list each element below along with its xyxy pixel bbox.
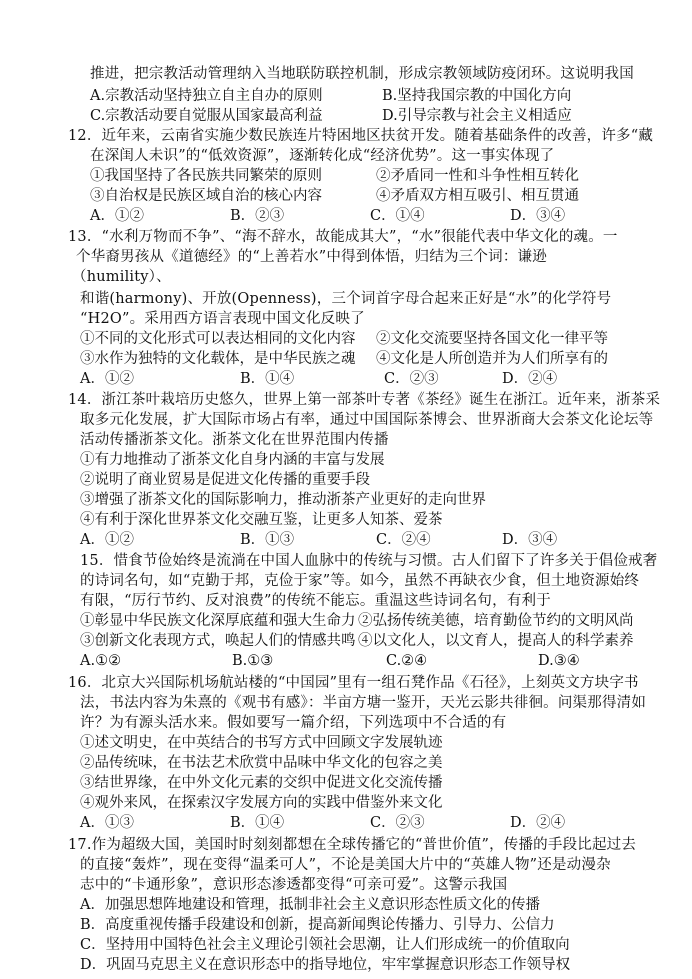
q13-statement-1: ①不同的文化形式可以表达相同的文化内容 bbox=[80, 331, 356, 347]
q11-option-a: A.宗教活动坚持独立自主自办的原则 bbox=[90, 88, 323, 104]
q13-statement-4: ④文化是人所创造并为人们所享有的 bbox=[376, 351, 608, 367]
q15-statement-4: ④以文化人，以文育人，提高人的科学素养 bbox=[358, 633, 634, 649]
q14-option-d: D．③④ bbox=[502, 532, 558, 548]
q14-statement-3: ③增强了浙茶文化的国际影响力，推动浙茶产业更好的走向世界 bbox=[80, 492, 486, 508]
q17-stem-line-3: 志中的“卡通形象”，意识形态渗透都变得“可亲可爱”。这警示我国 bbox=[80, 877, 508, 893]
q17-option-c: C．坚持用中国特色社会主义理论引领社会思潮，让人们形成统一的价值取向 bbox=[80, 937, 570, 953]
q13-stem-line-1: 13．“水利万物而不争”、“海不辞水，故能成其大”，“水”很能代表中华文化的魂。一 bbox=[68, 229, 618, 245]
q13-stem-line-2: 个华裔男孩从《道德经》的“上善若水”中得到体悟，归结为三个词：谦逊 bbox=[76, 249, 547, 265]
q12-stem-line-2: 在深闺人未识”的“低效资源”，逐渐转化成“经济优势”。这一事实体现了 bbox=[90, 148, 555, 164]
q14-option-a: A．①② bbox=[80, 532, 134, 548]
q11-stem-line: 推进，把宗教活动管理纳入当地联防联控机制，形成宗教领域防疫闭环。这说明我国 bbox=[90, 66, 634, 82]
q12-option-c: C．①④ bbox=[370, 208, 425, 224]
q14-option-b: B．①③ bbox=[240, 532, 295, 548]
q14-stem-line-2: 取多元化发展，扩大国际市场占有率，通过中国国际茶博会、世界浙商大会茶文化论坛等 bbox=[80, 412, 654, 428]
q15-option-d: D.③④ bbox=[538, 653, 580, 669]
q14-stem-line-3: 活动传播浙茶文化。浙茶文化在世界范围内传播 bbox=[80, 432, 389, 448]
q15-statement-3: ③创新文化表现方式，唤起人们的情感共鸣 bbox=[80, 633, 356, 649]
q15-option-b: B.①③ bbox=[232, 653, 274, 669]
q13-stem-line-4: 和谐(harmony)、开放(Openness)，三个词首字母合起来正好是“水”的化学符号 bbox=[80, 291, 612, 307]
q16-stem-line-3: 许？为有源头活水来。假如要写一篇介绍，下列选项中不合适的有 bbox=[80, 715, 507, 731]
q12-option-d: D．③④ bbox=[510, 208, 566, 224]
q12-statement-2: ②矛盾同一性和斗争性相互转化 bbox=[376, 168, 579, 184]
q16-option-b: B．①④ bbox=[230, 815, 285, 831]
q14-option-c: C．②④ bbox=[376, 532, 431, 548]
q12-statement-4: ④矛盾双方相互吸引、相互贯通 bbox=[376, 188, 579, 204]
q16-statement-2: ②品传统味，在书法艺术欣赏中品味中华文化的包容之美 bbox=[80, 755, 443, 771]
q12-option-a: A．①② bbox=[90, 208, 144, 224]
q15-stem-line-1: 15．惜食节俭始终是流淌在中国人血脉中的传统与习惯。古人们留下了许多关于倡俭戒奢 bbox=[80, 553, 658, 569]
q17-option-a: A．加强思想阵地建设和管理，抵制非社会主义意识形态性质文化的传播 bbox=[80, 897, 540, 913]
q16-stem-line-2: 法，书法内容为朱熹的《观书有感》：半亩方塘一鉴开，天光云影共徘徊。问渠那得清如 bbox=[80, 695, 647, 711]
q13-option-a: A．①② bbox=[80, 371, 134, 387]
q11-option-d: D.引导宗教与社会主义相适应 bbox=[382, 108, 572, 124]
q12-statement-3: ③自治权是民族区域自治的核心内容 bbox=[90, 188, 322, 204]
q11-option-c: C.宗教活动要自觉服从国家最高利益 bbox=[90, 108, 323, 124]
q16-option-a: A．①③ bbox=[80, 815, 134, 831]
q13-stem-line-3: （humility）、 bbox=[72, 269, 171, 285]
q14-statement-2: ②说明了商业贸易是促进文化传播的重要手段 bbox=[80, 472, 370, 488]
q16-option-d: D．②④ bbox=[510, 815, 566, 831]
q15-statement-1: ①彰显中华民族文化深厚底蕴和强大生命力 bbox=[80, 613, 356, 629]
q13-stem-line-5: “H2O”。采用西方语言表现中国文化反映了 bbox=[80, 311, 365, 327]
q12-option-b: B．②③ bbox=[230, 208, 285, 224]
q16-statement-1: ①述文明史，在中英结合的书写方式中回顾文字发展轨迹 bbox=[80, 735, 443, 751]
q14-statement-4: ④有利于深化世界茶文化交融互鉴，让更多人知茶、爱茶 bbox=[80, 512, 443, 528]
q12-statement-1: ①我国坚持了各民族共同繁荣的原则 bbox=[90, 168, 322, 184]
q15-stem-line-2: 的诗词名句，如“克勤于邦，克俭于家”等。如今，虽然不再缺衣少食，但土地资源始终 bbox=[80, 573, 640, 589]
q13-option-c: C．②③ bbox=[384, 371, 439, 387]
q11-option-b: B.坚持我国宗教的中国化方向 bbox=[382, 88, 572, 104]
q13-statement-3: ③水作为独特的文化载体，是中华民族之魂 bbox=[80, 351, 356, 367]
q15-stem-line-3: 有限，“厉行节约、反对浪费”的传统不能忘。重温这些诗词名句，有利于 bbox=[80, 593, 551, 609]
q16-stem-line-1: 16．北京大兴国际机场航站楼的“中国园”里有一组石凳作品《石径》，上刻英文方块字书 bbox=[68, 675, 639, 691]
q13-option-d: D．②④ bbox=[502, 371, 558, 387]
q17-stem-line-2: 的直接“轰炸”，现在变得“温柔可人”，不论是美国大片中的“英雄人物”还是动漫杂 bbox=[80, 857, 611, 873]
q14-statement-1: ①有力地推动了浙茶文化自身内涵的丰富与发展 bbox=[80, 452, 385, 468]
q13-statement-2: ②文化交流要坚持各国文化一律平等 bbox=[376, 331, 608, 347]
q12-stem-line-1: 12．近年来，云南省实施少数民族连片特困地区扶贫开发。随着基础条件的改善，许多“藏 bbox=[68, 128, 654, 144]
q16-statement-4: ④观外来风，在探索汉字发展方向的实践中借鉴外来文化 bbox=[80, 795, 443, 811]
q17-option-b: B．高度重视传播手段建设和创新，提高新闻舆论传播力、引导力、公信力 bbox=[80, 917, 555, 933]
q15-option-c: C.②④ bbox=[386, 653, 428, 669]
q16-option-c: C．②③ bbox=[370, 815, 425, 831]
q15-statement-2: ②弘扬传统美德，培育勤俭节约的文明风尚 bbox=[358, 613, 634, 629]
q13-option-b: B．①④ bbox=[240, 371, 295, 387]
q15-option-a: A.①② bbox=[80, 653, 122, 669]
q17-option-d: D．巩固马克思主义在意识形态中的指导地位，牢牢掌握意识形态工作领导权 bbox=[80, 957, 571, 973]
q16-statement-3: ③结世界缘，在中外文化元素的交织中促进文化交流传播 bbox=[80, 775, 443, 791]
q14-stem-line-1: 14．浙江茶叶栽培历史悠久，世界上第一部茶叶专著《茶经》诞生在浙江。近年来，浙茶采 bbox=[68, 392, 661, 408]
q17-stem-line-1: 17.作为超级大国，美国时时刻刻都想在全球传播它的“普世价值”，传播的手段比起过去 bbox=[68, 837, 637, 853]
